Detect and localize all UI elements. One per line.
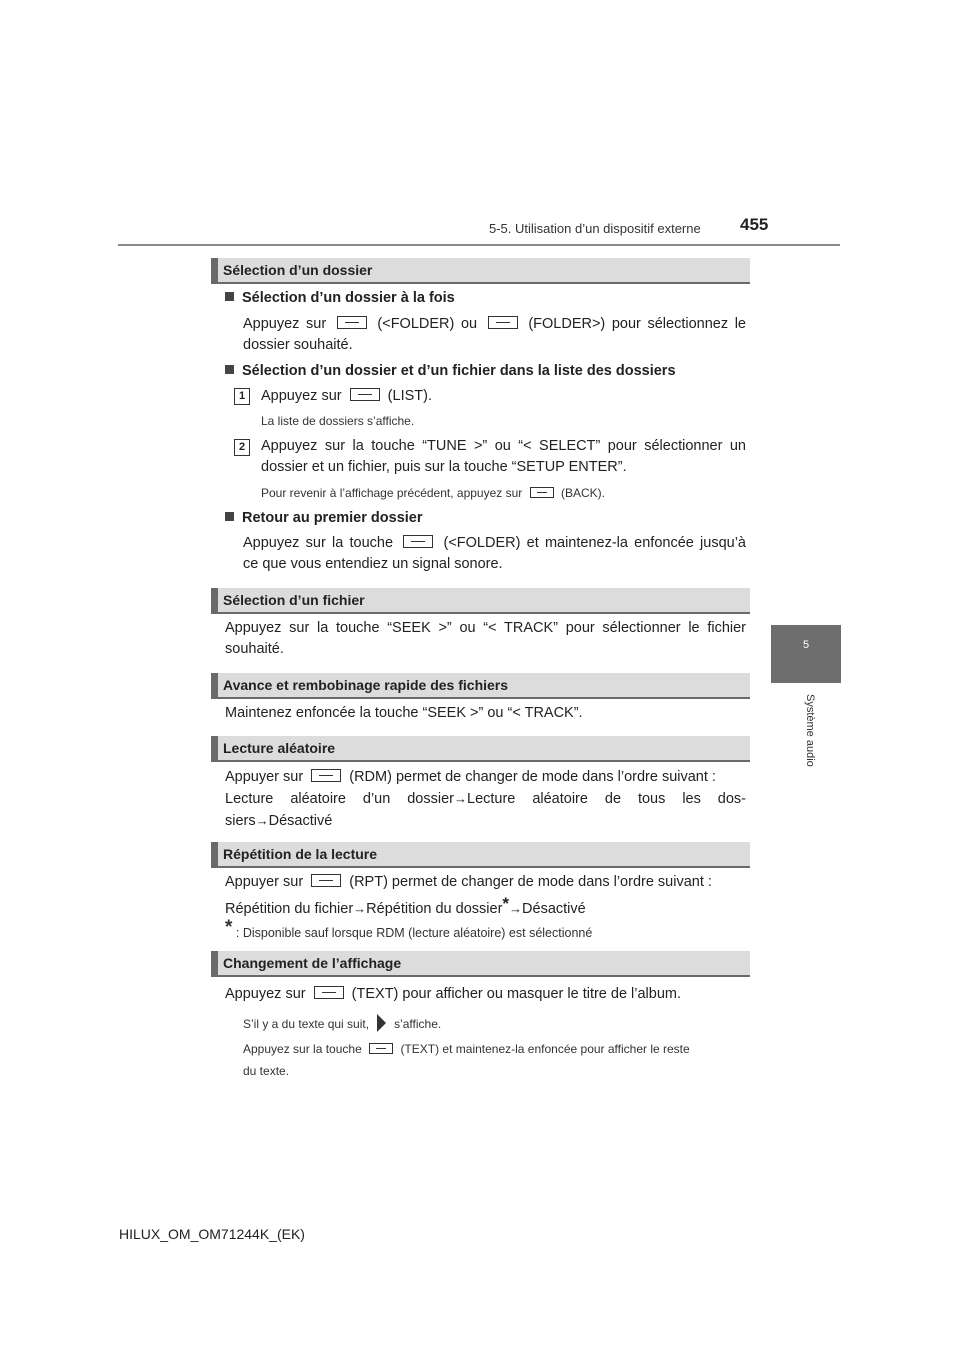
section-title: Sélection d’un dossier [223,262,373,278]
square-bullet-icon [225,512,234,521]
square-bullet-icon [225,292,234,301]
rpt-button-icon [311,874,341,887]
page-number: 455 [740,215,769,234]
subheading-first-folder: Retour au premier dossier [225,508,423,529]
chapter-tab [771,625,841,683]
arrow-right-icon: → [509,901,523,916]
rdm-button-icon [311,769,341,782]
list-button-icon [350,388,380,401]
step-number-1: 1 [234,388,250,405]
back-button-icon [530,487,554,498]
more-text-arrow-icon [377,1014,386,1032]
section-title: Lecture aléatoire [223,740,336,756]
section-title: Avance et rembobinage rapide des fichiers [223,677,509,693]
step-2-note: Pour revenir à l’affichage précédent, appuyez sur (BACK). [261,486,605,500]
header-rule [118,244,840,246]
chapter-number: 5 [802,639,810,651]
subheading-one-folder: Sélection d’un dossier à la fois [225,288,455,309]
section-title: Changement de l’affichage [223,955,402,971]
step-number-2: 2 [234,439,250,456]
section-heading-repeat [211,842,750,866]
footnote-star: * [225,917,233,938]
folder-back-button-icon [337,316,367,329]
arrow-right-icon: → [454,791,467,806]
text-button-icon [369,1043,393,1054]
paragraph-one-folder: Appuyez sur (<FOLDER) ou (FOLDER>) pour sélectionnez le dossier souhaité. [243,316,746,353]
folder-next-button-icon [488,316,518,329]
display-note-2: Appuyez sur la touche (TEXT) et maintenez-la enfoncée pour afficher le reste du texte. [243,1042,690,1078]
subheading-folder-list: Sélection d’un dossier et d’un fichier dans la liste des dossiers [225,361,676,382]
step-1-note: La liste de dossiers s’affiche. [261,414,415,428]
section-heading-file [211,588,750,612]
paragraph-display: Appuyez sur (TEXT) pour afficher ou masquer le titre de l’album. [225,986,682,1002]
document-code: HILUX_OM_OM71244K_(EK) [119,1226,305,1242]
section-heading-seek [211,673,750,697]
arrow-right-icon: → [353,901,367,916]
section-heading-random [211,736,750,760]
footnote-star: * [502,894,510,913]
paragraph-seek: Maintenez enfoncée la touche “SEEK >” ou “< TRACK”. [225,705,583,721]
section-heading-folder [211,258,750,282]
text-button-icon [314,986,344,999]
paragraph-repeat: Appuyer sur (RPT) permet de changer de mode dans l’ordre suivant : Répétition du fichier→Répétition du dossier*→Désactivé [225,874,712,917]
display-note-1: S’il y a du texte qui suit, s’affiche. [243,1014,441,1033]
section-title: Répétition de la lecture [223,846,378,862]
square-bullet-icon [225,365,234,374]
footnote-rdm: * : Disponible sauf lorsque RDM (lecture aléatoire) est sélectionné [225,917,593,940]
paragraph-file: Appuyez sur la touche “SEEK >” ou “< TRACK” pour sélectionner le fichier souhaité. [225,620,746,657]
section-title: Sélection d’un fichier [223,592,365,608]
section-heading-display [211,951,750,975]
step-2-text: Appuyez sur la touche “TUNE >” ou “< SELECT” pour sélectionner un dossier et un fichier, puis sur la touche “SETUP ENTER”. [261,438,746,475]
step-1-text: Appuyez sur (LIST). [261,388,432,404]
section-header: 5-5. Utilisation d’un dispositif externe [489,221,701,236]
paragraph-first-folder: Appuyez sur la touche (<FOLDER) et maintenez-la enfoncée jusqu’à ce que vous entendiez un signal sonore. [243,535,747,572]
paragraph-random: Appuyer sur (RDM) permet de changer de mode dans l’ordre suivant : Lecture aléatoire d’un dossier→Lecture aléatoire de tous les dos- siers→Désactivé [225,769,747,829]
arrow-right-icon: → [255,813,269,828]
chapter-label: Système audio [804,694,816,767]
folder-back-button-icon [403,535,433,548]
